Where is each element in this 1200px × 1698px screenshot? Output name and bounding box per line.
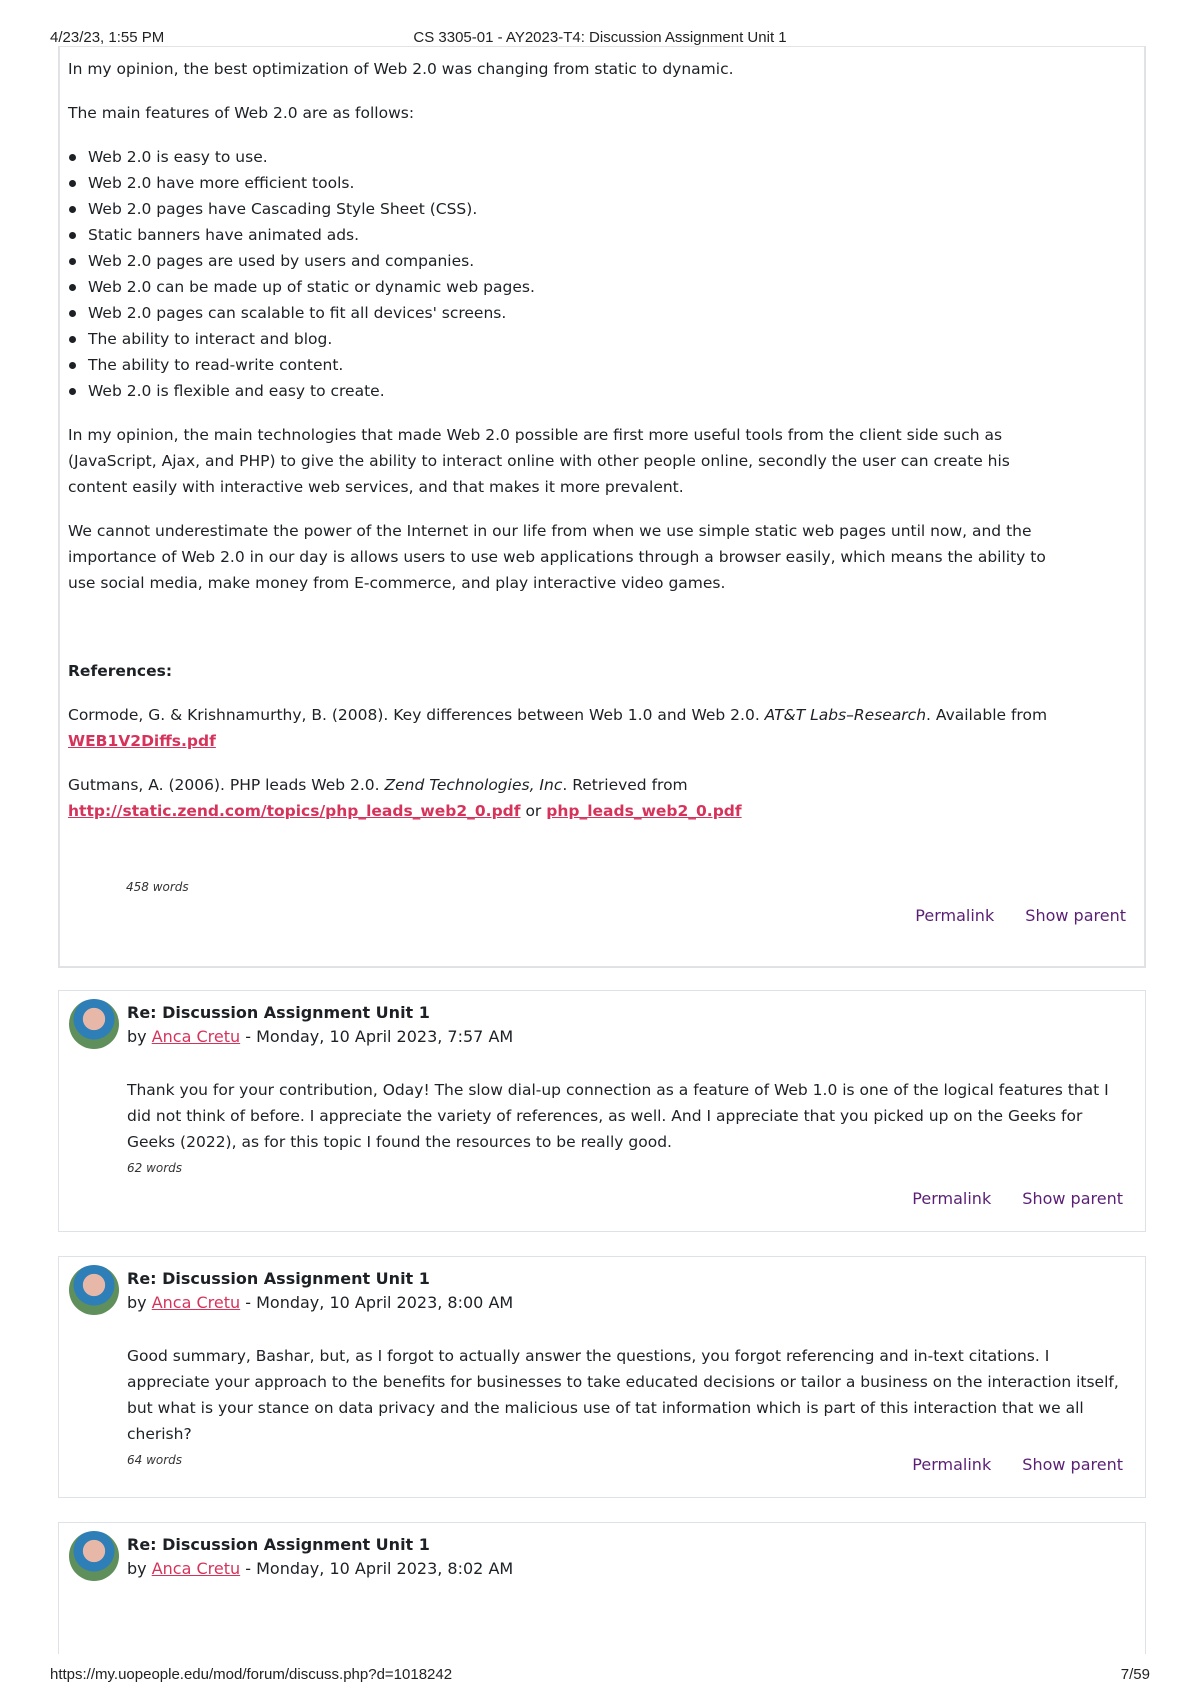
post-actions <box>886 1189 1123 1208</box>
print-page-title: CS 3305-01 - AY2023-T4: Discussion Assignment Unit 1 <box>413 29 787 46</box>
features-intro: The main features of Web 2.0 are as follows: <box>68 104 415 122</box>
reference-link[interactable]: php_leads_web2_0.pdf <box>546 802 742 820</box>
word-count: 64 words <box>127 1453 183 1467</box>
permalink-link[interactable]: Permalink <box>912 1189 992 1208</box>
avatar[interactable] <box>69 999 119 1049</box>
reference-text: Gutmans, A. (2006). PHP leads Web 2.0. <box>68 776 385 794</box>
page-number: 7/59 <box>1120 1666 1150 1683</box>
list-item: Web 2.0 pages are used by users and companies. <box>68 248 1068 274</box>
list-item: The ability to interact and blog. <box>68 326 1068 352</box>
post-text: Thank you for your contribution, Oday! The slow dial-up connection as a feature of Web 1.0 is one of the logical features that I did not think of before. I appreciate the variety of references, as well. And I appreciate that you picked up on the Geeks for Geeks (2022), as for this topic I found the resources to be really good. <box>127 1081 1109 1151</box>
list-item: The ability to read-write content. <box>68 352 1068 378</box>
forum-post <box>58 990 1146 1232</box>
post-header <box>127 1001 513 1049</box>
reference-text: . Available from <box>926 706 1048 724</box>
author-link[interactable]: Anca Cretu <box>151 1559 241 1578</box>
references-heading: References: <box>68 662 173 680</box>
post-header <box>127 1533 513 1581</box>
list-item: Web 2.0 can be made up of static or dynamic web pages. <box>68 274 1068 300</box>
post-text: Good summary, Bashar, but, as I forgot to actually answer the questions, you forgot referencing and in-text citations. I appreciate your approach to the benefits for businesses to take educated decisions or tailor a business on the interaction itself, but what is your stance on data privacy and the malicious use of tat information which is part of this interaction that we all cherish? <box>127 1347 1119 1443</box>
post-subject: Re: Discussion Assignment Unit 1 <box>127 1269 430 1288</box>
avatar[interactable] <box>69 1531 119 1581</box>
post-date: - Monday, 10 April 2023, 8:02 AM <box>240 1559 514 1578</box>
reference-2 <box>68 772 1068 824</box>
reference-1 <box>68 702 1068 754</box>
post-header <box>127 1267 513 1315</box>
show-parent-link[interactable]: Show parent <box>1022 1455 1123 1474</box>
avatar[interactable] <box>69 1265 119 1315</box>
paragraph-power: We cannot underestimate the power of the Internet in our life from when we use simple static web pages until now, and the importance of Web 2.0 in our day is allows users to use web applications through a browser easily, which means the ability to use social media, make money from E-commerce, and play interactive video games. <box>68 522 1046 592</box>
print-url: https://my.uopeople.edu/mod/forum/discuss.php?d=1018242 <box>50 1666 453 1683</box>
reference-journal: AT&T Labs–Research <box>764 706 927 724</box>
post-date: - Monday, 10 April 2023, 7:57 AM <box>240 1027 514 1046</box>
post-byline <box>127 1291 513 1315</box>
post-body <box>127 1343 1127 1473</box>
print-footer <box>0 1664 1200 1686</box>
permalink-link[interactable]: Permalink <box>912 1455 992 1474</box>
word-count: 62 words <box>127 1161 183 1175</box>
byline-prefix: by <box>127 1027 152 1046</box>
reference-text: . Retrieved from <box>562 776 688 794</box>
post-body <box>127 1077 1127 1181</box>
paragraph-technologies: In my opinion, the main technologies that made Web 2.0 possible are first more useful tools from the client side such as (JavaScript, Ajax, and PHP) to give the ability to interact online with other people online, secondly the user can create his content easily with interactive web services, and that makes it more prevalent. <box>68 426 1010 496</box>
reference-text: or <box>520 802 547 820</box>
list-item: Web 2.0 pages can scalable to fit all devices' screens. <box>68 300 1068 326</box>
permalink-link[interactable]: Permalink <box>915 906 995 925</box>
reference-text: Cormode, G. & Krishnamurthy, B. (2008). Key differences between Web 1.0 and Web 2.0. <box>68 706 765 724</box>
list-item: Web 2.0 pages have Cascading Style Sheet (CSS). <box>68 196 1068 222</box>
reference-link[interactable]: http://static.zend.com/topics/php_leads_web2_0.pdf <box>68 802 521 820</box>
show-parent-link[interactable]: Show parent <box>1022 1189 1123 1208</box>
post-actions <box>889 906 1126 925</box>
list-item: Web 2.0 have more efficient tools. <box>68 170 1068 196</box>
post-content <box>68 56 1068 842</box>
post-subject: Re: Discussion Assignment Unit 1 <box>127 1535 430 1554</box>
byline-prefix: by <box>127 1293 152 1312</box>
reference-link[interactable]: WEB1V2Diffs.pdf <box>68 732 216 750</box>
post-intro: In my opinion, the best optimization of Web 2.0 was changing from static to dynamic. <box>68 60 734 78</box>
print-datetime: 4/23/23, 1:55 PM <box>50 29 165 46</box>
list-item: Web 2.0 is easy to use. <box>68 144 1068 170</box>
forum-post <box>58 1522 1146 1654</box>
features-list <box>68 144 1068 404</box>
reference-org: Zend Technologies, Inc <box>384 776 563 794</box>
author-link[interactable]: Anca Cretu <box>151 1293 241 1312</box>
post-byline <box>127 1025 513 1049</box>
show-parent-link[interactable]: Show parent <box>1025 906 1126 925</box>
author-link[interactable]: Anca Cretu <box>151 1027 241 1046</box>
word-count: 458 words <box>126 880 189 894</box>
post-byline <box>127 1557 513 1581</box>
list-item: Static banners have animated ads. <box>68 222 1068 248</box>
forum-post <box>58 1256 1146 1498</box>
list-item: Web 2.0 is flexible and easy to create. <box>68 378 1068 404</box>
post-date: - Monday, 10 April 2023, 8:00 AM <box>240 1293 514 1312</box>
byline-prefix: by <box>127 1559 152 1578</box>
post-actions <box>886 1455 1123 1474</box>
post-subject: Re: Discussion Assignment Unit 1 <box>127 1003 430 1022</box>
